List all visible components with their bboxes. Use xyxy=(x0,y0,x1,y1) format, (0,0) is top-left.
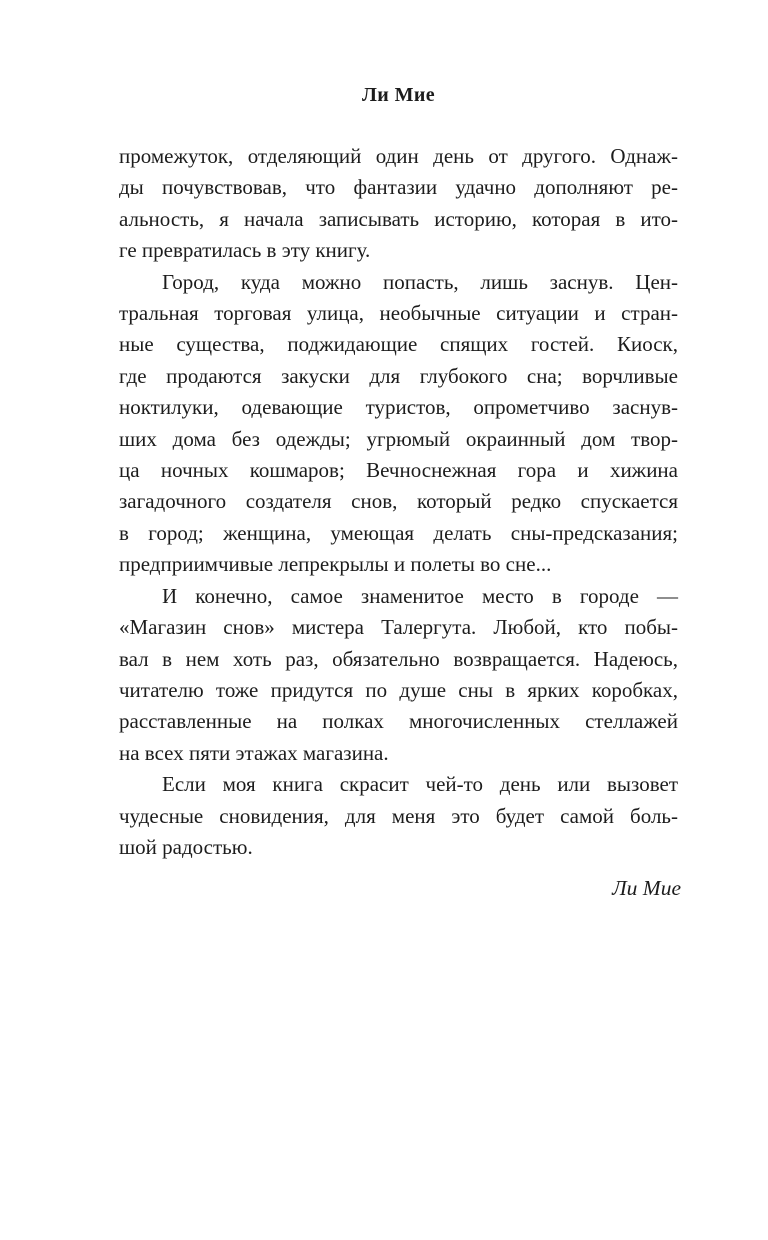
text-line: ноктилуки, одевающие туристов, опрометчиво заснув- xyxy=(119,395,678,420)
page-header-author: Ли Мие xyxy=(361,84,436,106)
paragraph xyxy=(119,267,678,581)
text-line: чудесные сновидения, для меня это будет самой боль- xyxy=(119,803,678,828)
text-block xyxy=(119,141,678,863)
text-line: вал в нем хоть раз, обязательно возвращается. Надеюсь, xyxy=(119,646,678,671)
text-line: «Магазин снов» мистера Талергута. Любой, кто побы- xyxy=(119,615,678,640)
text-line: ды почувствовав, что фантазии удачно дополняют ре- xyxy=(119,175,678,200)
text-line: предприимчивые лепрекрылы и полеты во сне... xyxy=(119,552,552,577)
text-line: где продаются закуски для глубокого сна; ворчливые xyxy=(119,363,678,388)
text-line: шой радостью. xyxy=(119,834,253,859)
text-line: ца ночных кошмаров; Вечноснежная гора и хижина xyxy=(119,458,678,483)
text-line: ные существа, поджидающие спящих гостей. Киоск, xyxy=(119,332,678,357)
text-line: Город, куда можно попасть, лишь заснув. Цен- xyxy=(162,269,678,294)
text-line: расставленные на полках многочисленных стеллажей xyxy=(119,709,678,734)
paragraph xyxy=(119,141,678,267)
text-line: альность, я начала записывать историю, которая в ито- xyxy=(119,206,678,231)
text-line: в город; женщина, умеющая делать сны-предсказания; xyxy=(119,520,678,545)
text-line: ге превратилась в эту книгу. xyxy=(119,238,371,263)
paragraph xyxy=(119,769,678,863)
text-line: на всех пяти этажах магазина. xyxy=(119,740,389,765)
text-line: читателю тоже придутся по душе сны в ярких коробках, xyxy=(119,677,678,702)
author-signature: Ли Мие xyxy=(612,876,681,900)
paragraph xyxy=(119,581,678,769)
text-line: И конечно, самое знаменитое место в городе — xyxy=(162,583,678,608)
text-line: промежуток, отделяющий один день от другого. Однаж- xyxy=(119,144,678,168)
text-line: Если моя книга скрасит чей-то день или вызовет xyxy=(162,772,678,797)
text-line: загадочного создателя снов, который редко спускается xyxy=(119,489,678,514)
text-line: тральная торговая улица, необычные ситуации и стран- xyxy=(119,301,678,326)
text-line: ших дома без одежды; угрюмый окраинный дом твор- xyxy=(119,426,678,451)
